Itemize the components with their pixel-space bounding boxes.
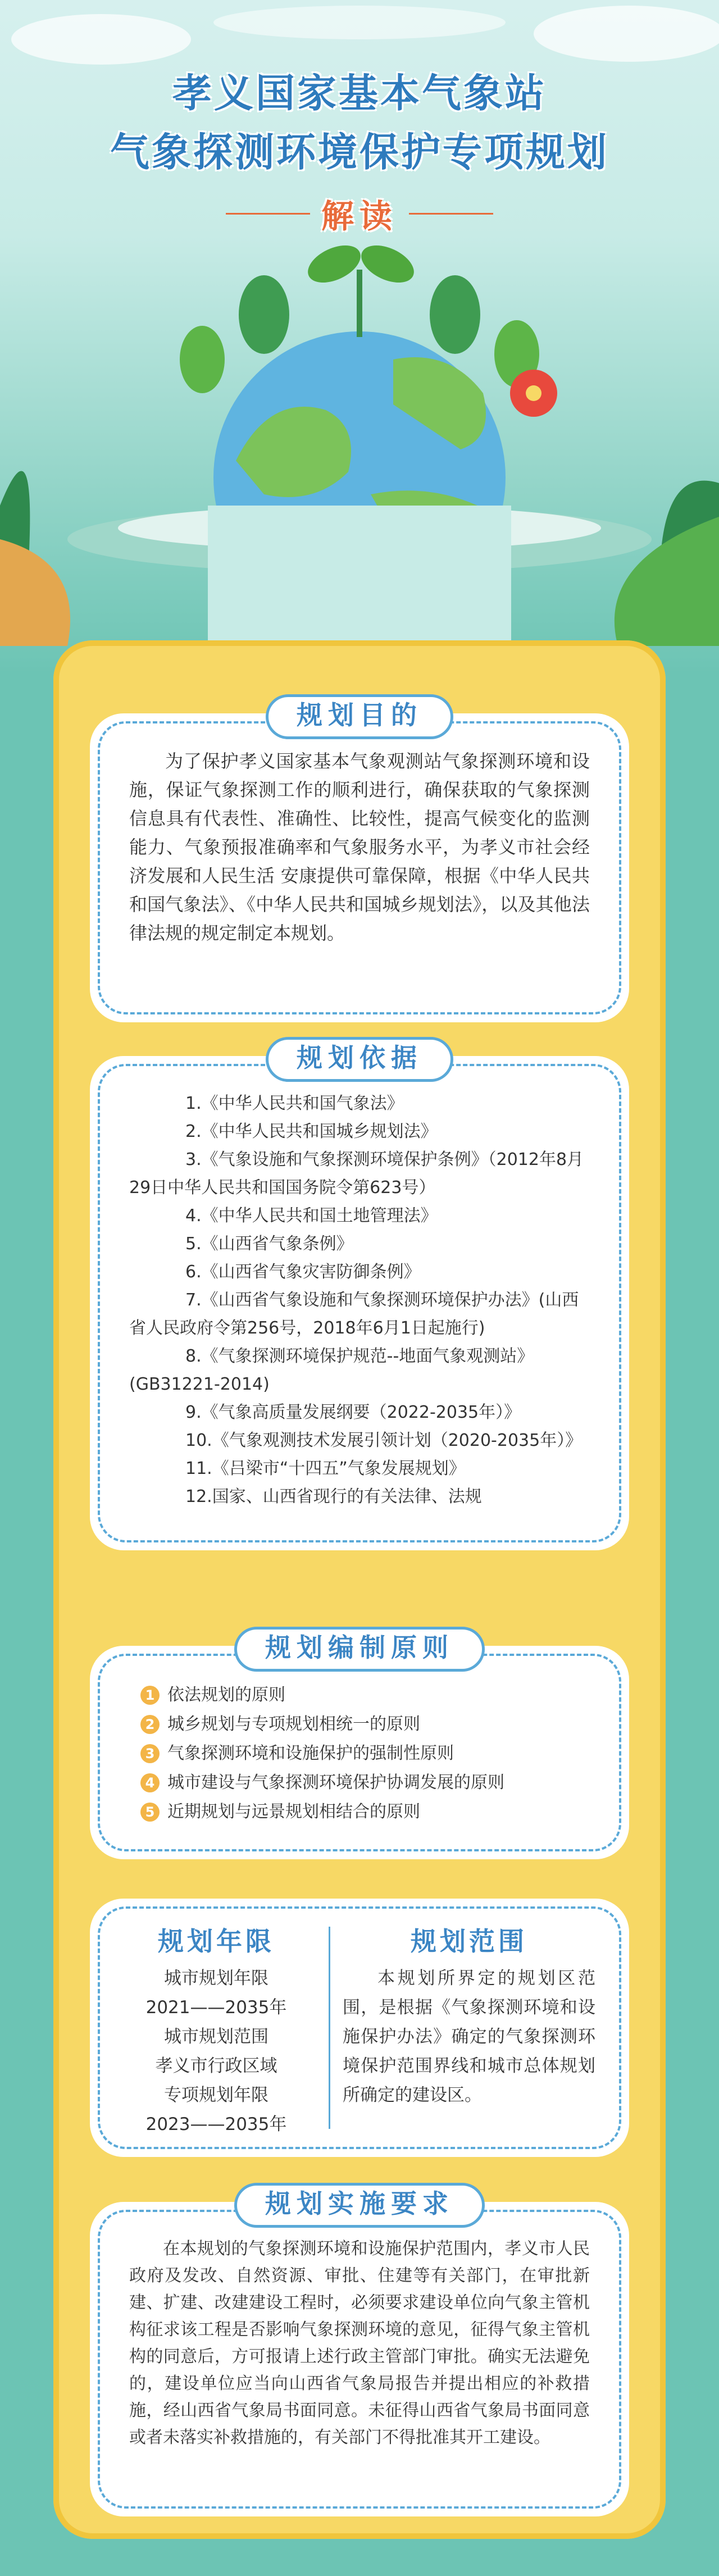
subtitle-divider-right bbox=[409, 213, 493, 215]
list-item: 9.《气象高质量发展纲要（2022-2035年）》 bbox=[185, 1403, 521, 1422]
column-divider bbox=[329, 1927, 330, 2129]
list-item: 11.《吕梁市“十四五”气象发展规划》 bbox=[185, 1459, 466, 1478]
list-item bbox=[140, 1681, 590, 1710]
section-title: 规划目的 bbox=[266, 694, 453, 739]
section-title: 规划依据 bbox=[266, 1037, 453, 1082]
scope-text: 本规划所界定的规划区范围，是根据《气象探测环境和设施保护办法》确定的气象探测环境保护范围界线和城市总体规划所确定的建设区。 bbox=[343, 1968, 595, 2105]
principle-text: 依法规划的原则 bbox=[167, 1685, 285, 1705]
principle-text: 城乡规划与专项规划相统一的原则 bbox=[167, 1714, 420, 1734]
principles-list bbox=[140, 1681, 590, 1827]
period-line: 城市规划年限 bbox=[164, 1968, 269, 1988]
subtitle-row bbox=[0, 191, 719, 236]
period-line: 专项规划年限 bbox=[164, 2085, 269, 2105]
list-item: 7.《山西省气象设施和气象探测环境保护办法》(山西省人民政府令第256号，2018年6月1日起施行) bbox=[129, 1290, 579, 1338]
implementation-text-content: 在本规划的气象探测环境和设施保护范围内，孝义市人民政府及发改、自然资源、审批、住建等有关部门，在审批新建、扩建、改建建设工程时，必须要求建设单位向气象主管机构征求该工程是否影响气象探测环境的意见，征得气象主管机构的同意后，方可报请上述行政主管部门审批。确实无法避免的，建设单位应当向山西省气象局报告并提出相应的补救措施，经山西省气象局书面同意。未征得山西省气象局书面同意或者未落实补救措施的，有关部门不得批准其开工建设。 bbox=[129, 2239, 590, 2447]
scope-column bbox=[343, 1921, 595, 2110]
list-item: 3.《气象设施和气象探测环境保护条例》（2012年8月29日中华人民共和国国务院令第623号） bbox=[129, 1150, 584, 1198]
title-line-2: 气象探测环境保护专项规划 bbox=[110, 129, 609, 175]
list-item bbox=[140, 1768, 590, 1797]
list-item: 5.《山西省气象条例》 bbox=[185, 1234, 353, 1254]
section-title: 规划编制原则 bbox=[234, 1627, 485, 1672]
subtitle-divider-left bbox=[226, 213, 310, 215]
list-item: 6.《山西省气象灾害防御条例》 bbox=[185, 1262, 421, 1282]
list-item: 10.《气象观测技术发展引领计划（2020-2035年）》 bbox=[185, 1431, 583, 1450]
period-line: 2021——2035年 bbox=[145, 1997, 287, 2018]
number-badge: 4 bbox=[140, 1773, 160, 1792]
number-badge: 3 bbox=[140, 1744, 160, 1763]
period-line: 2023——2035年 bbox=[145, 2114, 287, 2134]
list-item bbox=[140, 1797, 590, 1827]
section-title: 规划实施要求 bbox=[234, 2183, 485, 2228]
list-item: 1.《中华人民共和国气象法》 bbox=[185, 1094, 404, 1113]
period-line: 孝义市行政区域 bbox=[155, 2056, 277, 2076]
principle-text: 近期规划与远景规划相结合的原则 bbox=[167, 1802, 420, 1822]
basis-list bbox=[129, 1090, 590, 1511]
subtitle: 解读 bbox=[321, 197, 398, 235]
number-badge: 1 bbox=[140, 1686, 160, 1705]
hero-banner bbox=[0, 0, 719, 646]
period-line: 城市规划范围 bbox=[164, 2027, 269, 2047]
list-item: 8.《气象探测环境保护规范--地面气象观测站》(GB31221-2014) bbox=[129, 1346, 534, 1394]
list-item bbox=[140, 1710, 590, 1739]
section-principles bbox=[90, 1632, 629, 1859]
section-purpose bbox=[90, 700, 629, 1022]
list-item: 4.《中华人民共和国土地管理法》 bbox=[185, 1206, 438, 1226]
section-period-scope bbox=[90, 1899, 629, 2157]
principle-text: 城市建设与气象探测环境保护协调发展的原则 bbox=[167, 1773, 504, 1792]
implementation-text bbox=[129, 2236, 590, 2451]
principle-text: 气象探测环境和设施保护的强制性原则 bbox=[167, 1744, 454, 1763]
scope-title: 规划范围 bbox=[411, 1926, 527, 1956]
purpose-text-content: 为了保护孝义国家基本气象观测站气象探测环境和设施，保证气象探测工作的顺利进行，确保获取的气象探测信息具有代表性、准确性、比较性，提高气候变化的监测能力、气象预报准确率和气象服务水平，为孝义市社会经济发展和人民生活 安康提供可靠保障，根据《中华人民共和国气象法》、《中华人民共和国城乡规划法》，以及其他法律法规的规定制定本规划。 bbox=[129, 750, 590, 944]
title-line-1: 孝义国家基本气象站 bbox=[172, 70, 547, 116]
purpose-text bbox=[129, 747, 590, 948]
period-column bbox=[112, 1921, 320, 2139]
list-item: 12.国家、山西省现行的有关法律、法规 bbox=[185, 1487, 482, 1507]
number-badge: 2 bbox=[140, 1715, 160, 1734]
section-basis bbox=[90, 1043, 629, 1550]
list-item: 2.《中华人民共和国城乡规划法》 bbox=[185, 1122, 438, 1141]
period-lines bbox=[112, 1964, 320, 2139]
list-item bbox=[140, 1739, 590, 1768]
number-badge: 5 bbox=[140, 1803, 160, 1822]
section-implementation bbox=[90, 2188, 629, 2516]
period-title: 规划年限 bbox=[158, 1926, 275, 1956]
